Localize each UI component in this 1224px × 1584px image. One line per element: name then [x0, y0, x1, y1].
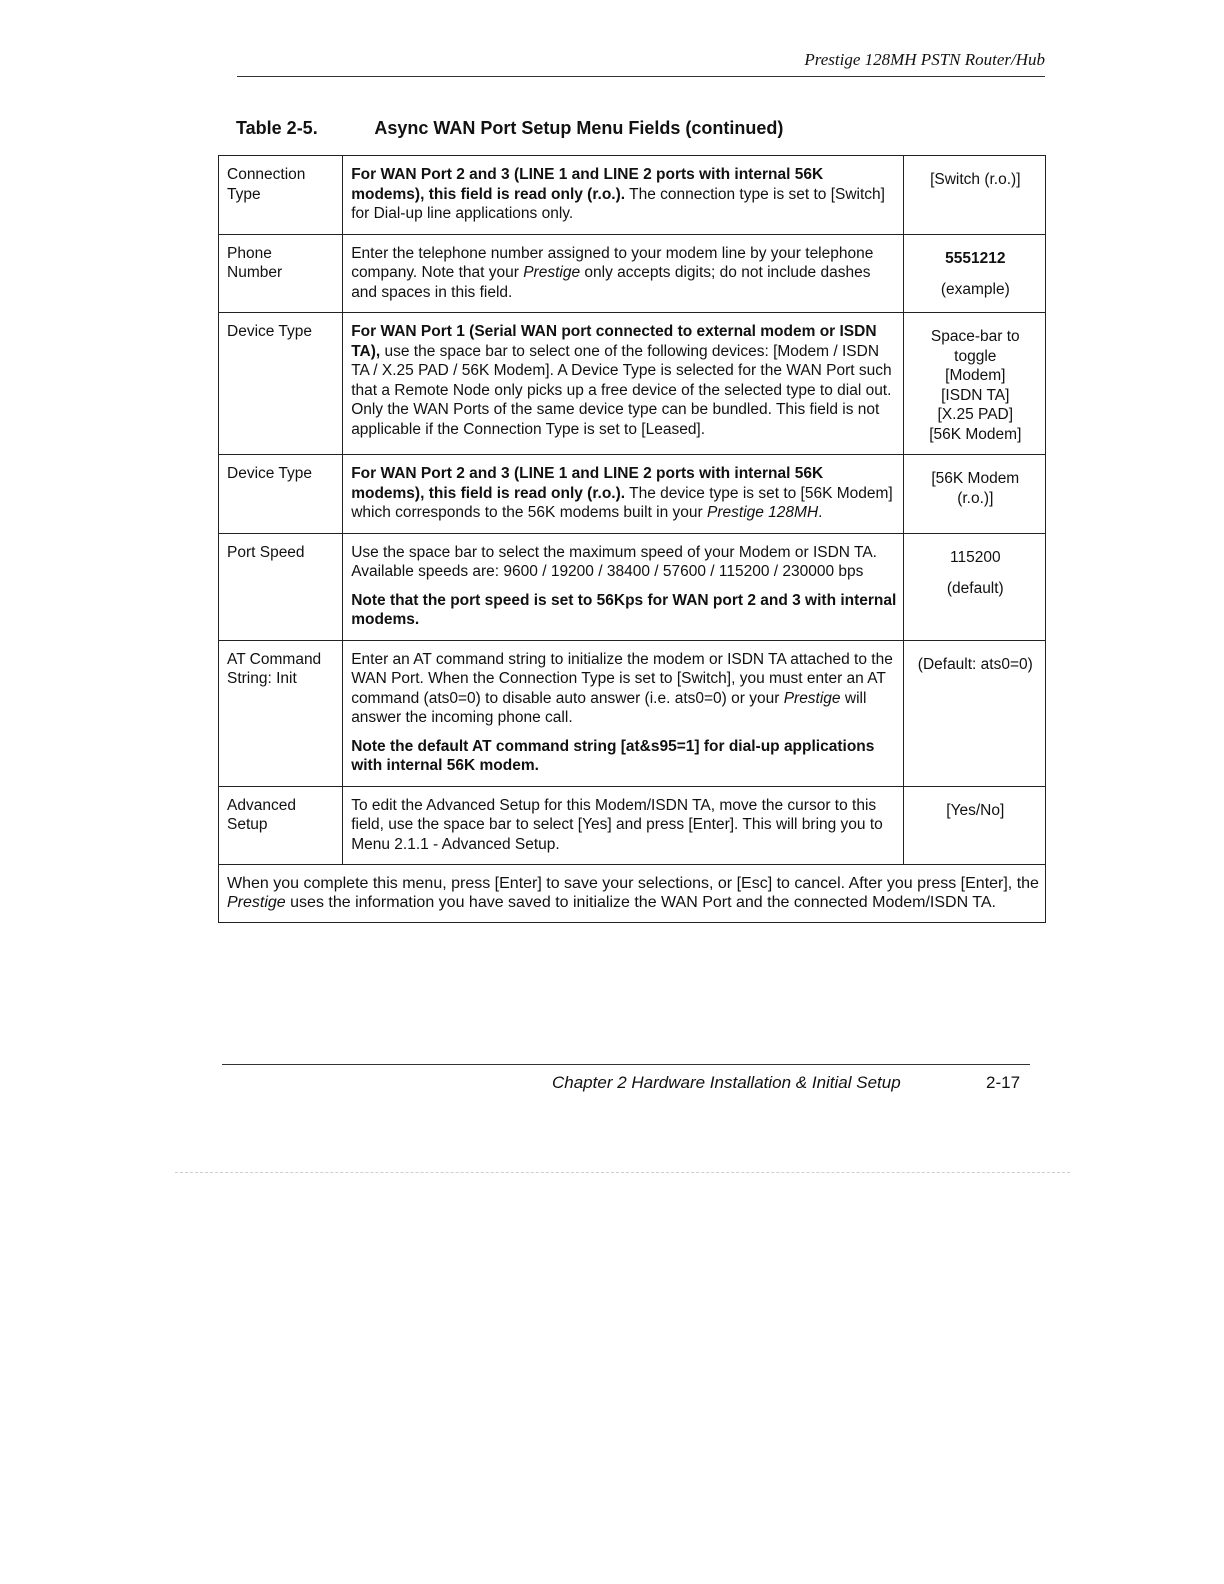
value-cell	[903, 786, 1045, 865]
description-cell	[343, 786, 903, 865]
description-paragraph	[351, 591, 896, 630]
text-run: Prestige 128MH	[707, 504, 819, 521]
value-line: [56K Modem	[931, 470, 1020, 487]
text-run: To edit the Advanced Setup for this Modem/ISDN TA, move the cursor to this field, use the space bar to select [Yes] and press [Enter]. This will bring you to Menu 2.1.1 - Advanced Setup.	[351, 796, 883, 853]
field-name-cell	[219, 640, 343, 786]
table-row	[219, 455, 1046, 534]
text-run: uses the information you have saved to initialize the WAN Port and the connected Modem/ISDN TA.	[285, 894, 996, 911]
description-cell	[343, 640, 903, 786]
field-name-cell	[219, 156, 343, 235]
running-footer	[222, 1064, 1030, 1093]
field-name-line: Connection	[227, 166, 306, 183]
field-name-line: String: Init	[227, 670, 297, 687]
field-name-line: Phone	[227, 244, 272, 262]
field-name-line: Setup	[227, 816, 268, 833]
text-run: When you complete this menu, press [Enter] to save your selections, or [Esc] to cancel. After you press [Enter], the	[227, 875, 1039, 892]
field-name-cell	[219, 455, 343, 534]
table-number: Table 2-5.	[236, 118, 318, 138]
text-run: The device type is set to [56K Modem] which corresponds to the 56K modems built in your	[351, 484, 893, 521]
value-cell	[903, 455, 1045, 534]
footnote-cell	[219, 865, 1046, 923]
table-row	[219, 786, 1046, 865]
table-row	[219, 313, 1046, 455]
field-name-cell	[219, 234, 343, 313]
value-line: [Switch (r.o.)]	[930, 171, 1021, 188]
text-run: Note the default AT command string [at&s95=1] for dial-up applications with internal 56K modem.	[351, 737, 875, 774]
value-cell	[903, 156, 1045, 235]
description-paragraph	[351, 244, 896, 303]
scan-artifact-line	[175, 1172, 1070, 1173]
table-row	[219, 234, 1046, 313]
table-caption	[236, 118, 1036, 139]
field-name-line: Port Speed	[227, 543, 305, 561]
table-row	[219, 640, 1046, 786]
value-line: [X.25 PAD]	[937, 406, 1014, 423]
text-run: Enter an AT command string to initialize the modem or ISDN TA attached to the WAN Port. When the Connection Type is set to [Switch], you must enter an AT command (ats0=0) to disable auto answer (i.e. ats0=0) or your	[351, 650, 893, 707]
text-run: only accepts digits; do not include dashes and spaces in this field.	[351, 264, 871, 301]
value-line: (r.o.)]	[957, 489, 994, 507]
value-cell	[903, 533, 1045, 640]
page-number: 2-17	[986, 1073, 1021, 1092]
table-body	[219, 156, 1046, 923]
text-run: Prestige	[783, 689, 841, 707]
field-name-cell	[219, 313, 343, 455]
value-line: (Default: ats0=0)	[917, 655, 1033, 673]
value-cell	[903, 234, 1045, 313]
text-run: For WAN Port 1 (Serial WAN port connected to external modem or ISDN TA),	[351, 323, 877, 360]
value-line: [56K Modem]	[929, 425, 1022, 443]
running-header: Prestige 128MH PSTN Router/Hub	[237, 50, 1045, 77]
value-line: 5551212	[945, 249, 1006, 267]
table-row	[219, 156, 1046, 235]
footnote-row	[219, 865, 1046, 923]
description-paragraph	[351, 322, 896, 439]
text-run: For WAN Port 2 and 3 (LINE 1 and LINE 2 ports with internal 56K modems), this field is read only (r.o.).	[351, 166, 824, 203]
fields-table	[218, 155, 1046, 923]
value-cell	[903, 313, 1045, 455]
text-run: Note that the port speed is set to 56Kps for WAN port 2 and 3 with internal modems.	[351, 591, 897, 628]
description-paragraph	[351, 796, 896, 855]
value-line: toggle	[954, 347, 997, 365]
footer-chapter: Chapter 2 Hardware Installation & Initial Setup	[552, 1073, 901, 1092]
text-run: use the space bar to select one of the following devices: [Modem / ISDN TA / X.25 PAD / 56K Modem]. A Device Type is selected for the WAN Port such that a Remote Node only picks up a free device of the selected type to dial out. Only the WAN Ports of the same device type can be bundled. This field is not applicable if the Connection Type is set to [Leased].	[351, 342, 892, 438]
field-name-line: Device Type	[227, 465, 313, 482]
field-name-cell	[219, 533, 343, 640]
value-line: [ISDN TA]	[941, 386, 1010, 404]
value-line: [Modem]	[945, 367, 1006, 384]
field-name-cell	[219, 786, 343, 865]
text-run: will answer the incoming phone call.	[351, 689, 867, 726]
value-line: [Yes/No]	[946, 801, 1005, 819]
text-run: For WAN Port 2 and 3 (LINE 1 and LINE 2 ports with internal 56K modems), this field is read only (r.o.).	[351, 465, 824, 502]
field-name-line: Type	[227, 185, 261, 203]
description-paragraph	[351, 650, 896, 728]
table-title: Async WAN Port Setup Menu Fields (continued)	[374, 118, 784, 138]
value-line: 115200	[950, 548, 1001, 566]
description-cell	[343, 455, 903, 534]
field-name-line: Advanced	[227, 796, 296, 814]
description-cell	[343, 156, 903, 235]
description-paragraph	[351, 165, 896, 224]
text-run: Prestige	[227, 894, 286, 911]
description-cell	[343, 313, 903, 455]
value-line: (default)	[946, 580, 1004, 597]
value-line: (example)	[940, 281, 1010, 298]
text-run: Prestige	[523, 264, 581, 281]
field-name-line: Number	[227, 264, 283, 281]
description-paragraph	[351, 543, 896, 582]
value-line: Space-bar to	[930, 328, 1020, 345]
text-run: The connection type is set to [Switch] for Dial-up line applications only.	[351, 185, 885, 222]
text-run: Enter the telephone number assigned to your modem line by your telephone company. Note that your	[351, 244, 874, 281]
description-cell	[343, 234, 903, 313]
field-name-line: AT Command	[227, 650, 322, 668]
description-cell	[343, 533, 903, 640]
field-name-line: Device Type	[227, 323, 313, 340]
text-run: .	[818, 504, 823, 521]
text-run: Use the space bar to select the maximum speed of your Modem or ISDN TA. Available speeds are: 9600 / 19200 / 38400 / 57600 / 115200 / 230000 bps	[351, 543, 877, 580]
description-paragraph	[351, 737, 896, 776]
value-cell	[903, 640, 1045, 786]
description-paragraph	[351, 464, 896, 523]
table-row	[219, 533, 1046, 640]
